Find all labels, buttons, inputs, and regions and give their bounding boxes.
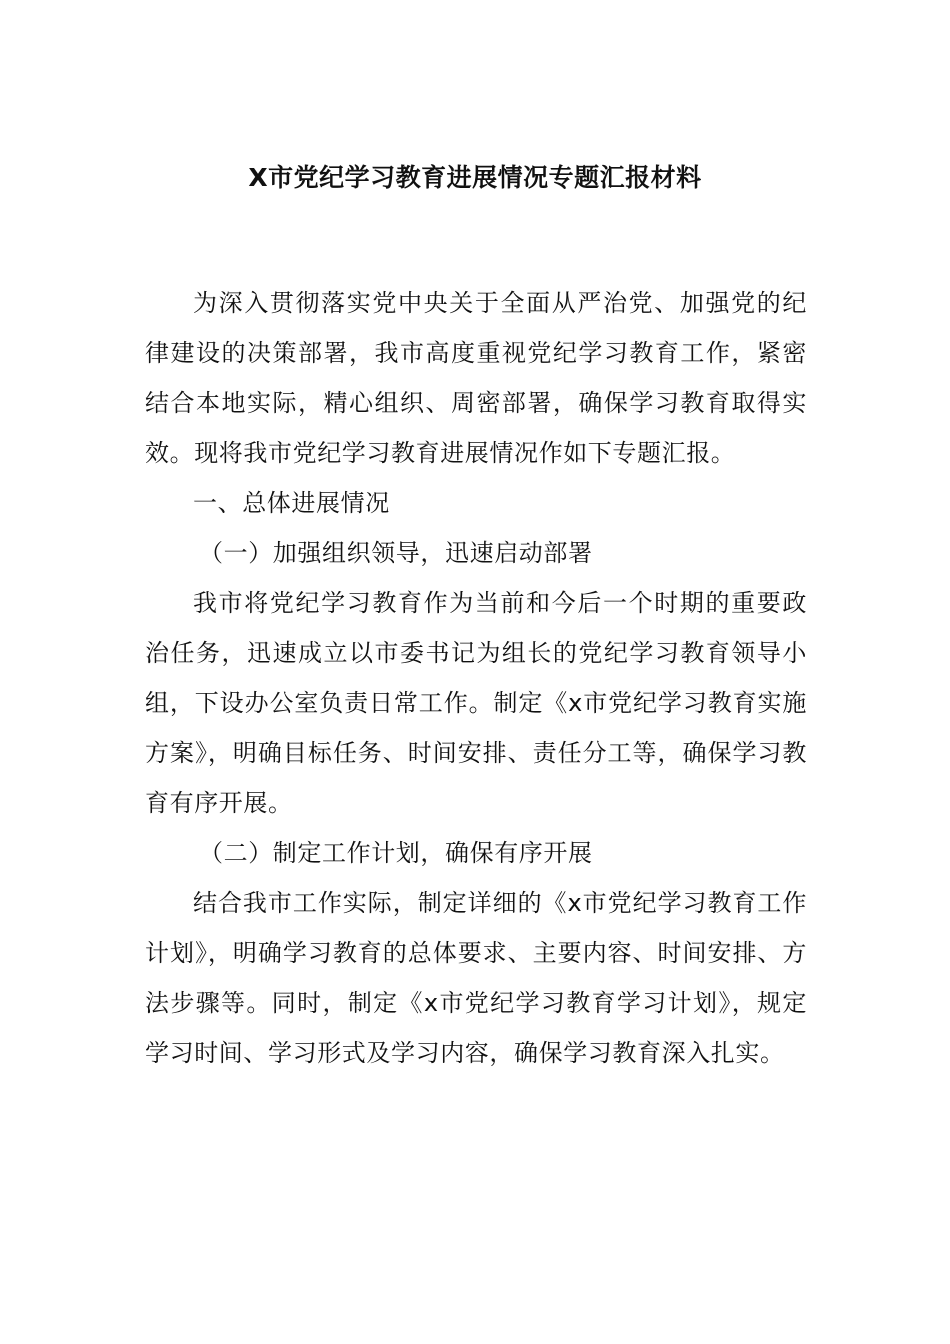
subsection-heading-organization: （一）加强组织领导，迅速启动部署 (199, 539, 593, 567)
intro-paragraph: 为深入贯彻落实党中央关于全面从严治党、加强党的纪律建设的决策部署，我市高度重视党纪学习教育工作，紧密结合本地实际，精心组织、周密部署，确保学习教育取得实效。现将我市党纪学习教育进展情况作如下专题汇报。 (145, 289, 807, 467)
organization-paragraph: 我市将党纪学习教育作为当前和今后一个时期的重要政治任务，迅速成立以市委书记为组长的党纪学习教育领导小组，下设办公室负责日常工作。制定《x市党纪学习教育实施方案》，明确目标任务、时间安排、责任分工等，确保学习教育有序开展。 (145, 589, 807, 817)
work-plan-paragraph: 结合我市工作实际，制定详细的《x市党纪学习教育工作计划》，明确学习教育的总体要求、主要内容、时间安排、方法步骤等。同时，制定《x市党纪学习教育学习计划》，规定学习时间、学习形式及学习内容，确保学习教育深入扎实。 (145, 889, 807, 1067)
document-title: X市党纪学习教育进展情况专题汇报材料 (248, 163, 702, 192)
subsection-heading-work-plan: （二）制定工作计划，确保有序开展 (199, 839, 593, 867)
document-body (145, 278, 807, 1078)
section-heading-overall-progress: 一、总体进展情况 (193, 489, 390, 517)
